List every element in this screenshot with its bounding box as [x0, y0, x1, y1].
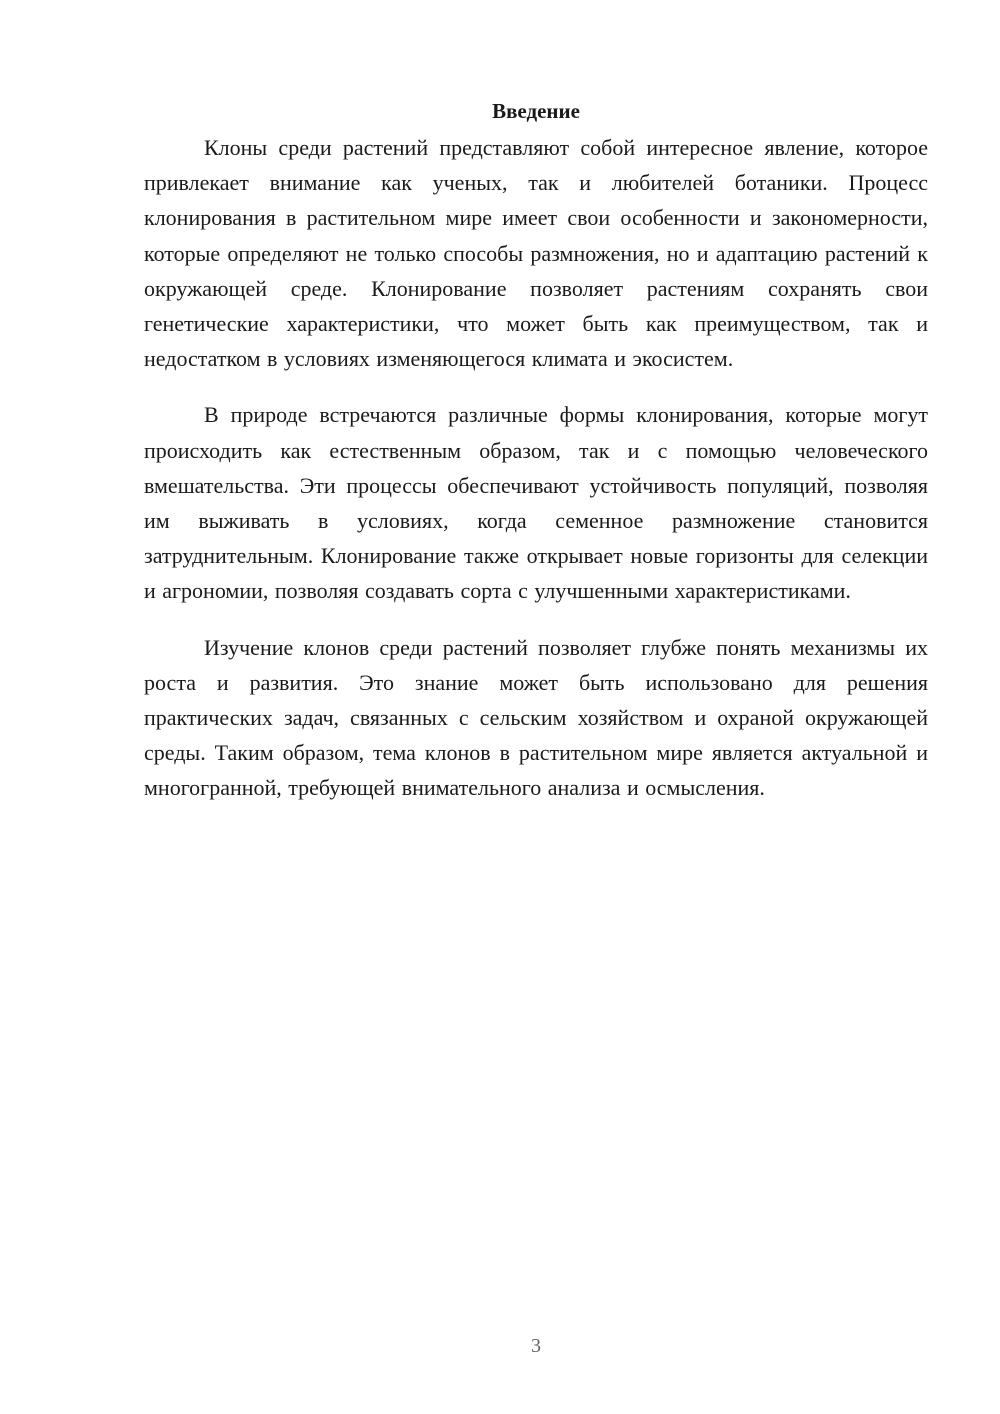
paragraph-3: Изучение клонов среди растений позволяет глубже понять механизмы их роста и развития. Это знание может быть использовано для решения практических задач, связанных с сельским хозяйством и охраной окружающей среды. Таким образом, тема клонов в растительном мире является актуальной и многогранной, требующей внимательного анализа и осмысления. — [144, 634, 928, 801]
paragraph-2: В природе встречаются различные формы клонирования, которые могут происходить как естественным образом, так и с помощью человеческого вмешательства. Эти процессы обеспечивают устойчивость популяций, позволяя им выживать в условиях, когда семенное размножение становится затруднительным. Клонирование также открывает новые горизонты для селекции и агрономии, позволяя создавать сорта с улучшенными характеристиками. — [144, 402, 928, 604]
page-number: 3 — [531, 1335, 541, 1357]
section-heading: Введение — [492, 99, 580, 123]
page-content — [144, 96, 928, 827]
paragraph-1: Клоны среди растений представляют собой интересное явление, которое привлекает внимание как ученых, так и любителей ботаники. Процесс клонирования в растительном мире имеет свои особенности и закономерности, которые определяют не только способы размножения, но и адаптацию растений к окружающей среде. Клонирование позволяет растениям сохранять свои генетические характеристики, что может быть как преимуществом, так и недостатком в условиях изменяющегося климата и экосистем. — [144, 135, 928, 372]
